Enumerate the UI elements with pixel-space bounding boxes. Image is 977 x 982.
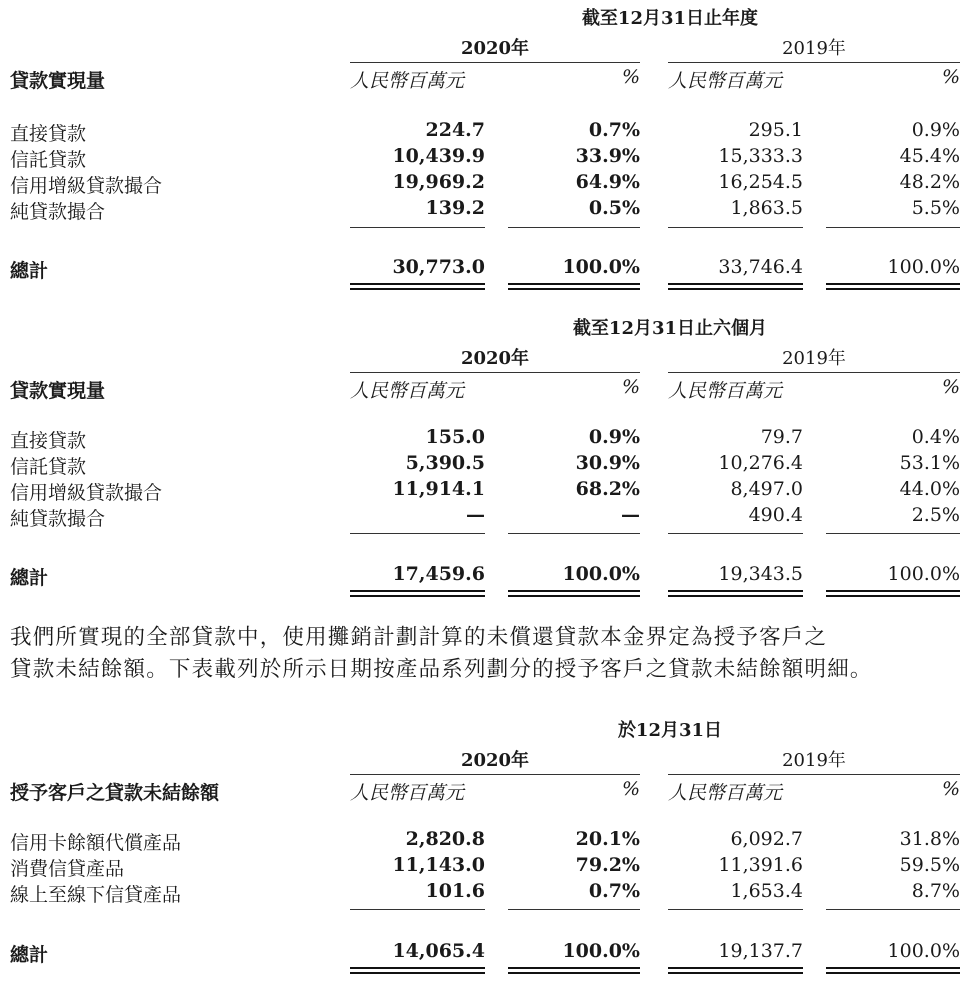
pct-2020: 33.9%	[575, 145, 640, 167]
total-pct-2019: 100.0%	[887, 940, 960, 962]
total-double-rule	[668, 967, 803, 974]
pct-2020: 0.9%	[588, 426, 640, 448]
pct-2019: 0.9%	[911, 119, 960, 141]
table-label: 貸款實現量	[10, 380, 106, 402]
subtotal-rule	[508, 227, 640, 228]
row-name: 信用增級貸款撮合	[10, 175, 163, 197]
table-row	[0, 504, 977, 530]
pct-2019: 2.5%	[911, 504, 960, 526]
row-name: 直接貸款	[10, 123, 87, 145]
header-rule	[350, 372, 640, 373]
header-rule	[668, 372, 960, 373]
header-rule	[668, 62, 960, 63]
value-2020: 101.6	[425, 880, 485, 902]
pct-2020: 68.2%	[575, 478, 640, 500]
row-name: 直接貸款	[10, 430, 87, 452]
row-name: 信託貸款	[10, 456, 87, 478]
total-pct-2020: 100.0%	[562, 256, 640, 278]
row-name: 信託貸款	[10, 149, 87, 171]
subtotal-rule	[668, 909, 803, 910]
value-2020: 2,820.8	[405, 828, 485, 850]
pct-2019: 44.0%	[899, 478, 960, 500]
pct-2020: 0.7%	[588, 119, 640, 141]
pct-2020: 30.9%	[575, 452, 640, 474]
subtotal-rule	[826, 909, 960, 910]
header-rule	[668, 774, 960, 775]
value-2019: 295.1	[748, 119, 803, 141]
table-row	[0, 828, 977, 854]
unit-rmb-2020: 人民幣百萬元	[350, 782, 465, 804]
header-rule	[350, 774, 640, 775]
row-name: 消費信貸產品	[10, 858, 125, 880]
total-value-2019: 19,343.5	[718, 563, 803, 585]
total-double-rule	[826, 590, 960, 597]
total-row	[0, 256, 977, 282]
paragraph-line: 貸款未結餘額。下表載列於所示日期按產品系列劃分的授予客戶之貸款未結餘額明細。	[10, 657, 873, 682]
total-label: 總計	[10, 567, 49, 589]
total-pct-2019: 100.0%	[887, 256, 960, 278]
table-row	[0, 880, 977, 906]
row-name: 信用增級貸款撮合	[10, 482, 163, 504]
total-pct-2020: 100.0%	[562, 563, 640, 585]
value-2020: 11,914.1	[392, 478, 485, 500]
table-row	[0, 854, 977, 880]
pct-2020: 0.7%	[588, 880, 640, 902]
pct-2019: 45.4%	[899, 145, 960, 167]
pct-2020: 64.9%	[575, 171, 640, 193]
total-double-rule	[508, 590, 640, 597]
total-double-rule	[826, 967, 960, 974]
unit-pct-2020: %	[621, 66, 640, 88]
total-pct-2020: 100.0%	[562, 940, 640, 962]
value-2019: 6,092.7	[730, 828, 803, 850]
table-row	[0, 145, 977, 171]
value-2020: 5,390.5	[405, 452, 485, 474]
pct-2019: 5.5%	[911, 197, 960, 219]
year-2020-header: 2020年	[460, 348, 530, 369]
value-2020: 155.0	[425, 426, 485, 448]
year-2019-header: 2019年	[782, 750, 846, 771]
row-name: 純貸款撮合	[10, 508, 106, 530]
unit-pct-2019: %	[941, 376, 960, 398]
unit-rmb-2019: 人民幣百萬元	[668, 380, 783, 402]
value-2019: 79.7	[760, 426, 803, 448]
table-row	[0, 119, 977, 145]
subtotal-rule	[350, 533, 485, 534]
year-2020-header: 2020年	[460, 750, 530, 771]
total-value-2019: 33,746.4	[718, 256, 803, 278]
value-2020: 10,439.9	[392, 145, 485, 167]
unit-rmb-2019: 人民幣百萬元	[668, 782, 783, 804]
unit-rmb-2020: 人民幣百萬元	[350, 380, 465, 402]
total-value-2019: 19,137.7	[718, 940, 803, 962]
year-2019-header: 2019年	[782, 348, 846, 369]
total-double-rule	[668, 590, 803, 597]
table-label: 貸款實現量	[10, 70, 106, 92]
subtotal-rule	[668, 533, 803, 534]
value-2019: 11,391.6	[718, 854, 803, 876]
table-row	[0, 452, 977, 478]
body-paragraph	[10, 622, 975, 686]
total-double-rule	[668, 283, 803, 290]
subtotal-rule	[826, 227, 960, 228]
total-double-rule	[350, 967, 485, 974]
value-2020: 224.7	[425, 119, 485, 141]
table-row	[0, 426, 977, 452]
pct-2019: 59.5%	[899, 854, 960, 876]
table-row	[0, 478, 977, 504]
total-value-2020: 17,459.6	[392, 563, 485, 585]
pct-2019: 0.4%	[911, 426, 960, 448]
subtotal-rule	[350, 909, 485, 910]
unit-rmb-2020: 人民幣百萬元	[350, 70, 465, 92]
value-2019: 10,276.4	[718, 452, 803, 474]
row-name: 線上至線下信貸產品	[10, 884, 182, 906]
total-double-rule	[826, 283, 960, 290]
subtotal-rule	[668, 227, 803, 228]
subtotal-rule	[508, 533, 640, 534]
unit-pct-2020: %	[621, 376, 640, 398]
value-2019: 490.4	[748, 504, 803, 526]
total-label: 總計	[10, 944, 49, 966]
total-label: 總計	[10, 260, 49, 282]
header-rule	[350, 62, 640, 63]
subtotal-rule	[826, 533, 960, 534]
unit-pct-2019: %	[941, 778, 960, 800]
table-label: 授予客戶之貸款未結餘額	[10, 782, 220, 804]
pct-2019: 48.2%	[899, 171, 960, 193]
row-name: 純貸款撮合	[10, 201, 106, 223]
table-row	[0, 171, 977, 197]
year-2020-header: 2020年	[460, 38, 530, 59]
period-header: 截至12月31日止六個月	[572, 318, 768, 339]
unit-pct-2020: %	[621, 778, 640, 800]
value-2019: 1,653.4	[730, 880, 803, 902]
value-2020: —	[466, 504, 485, 526]
unit-pct-2019: %	[941, 66, 960, 88]
value-2020: 139.2	[425, 197, 485, 219]
pct-2020: 79.2%	[575, 854, 640, 876]
total-value-2020: 30,773.0	[392, 256, 485, 278]
value-2019: 8,497.0	[730, 478, 803, 500]
subtotal-rule	[508, 909, 640, 910]
value-2019: 15,333.3	[718, 145, 803, 167]
period-header: 於12月31日	[617, 720, 723, 741]
total-row	[0, 563, 977, 589]
subtotal-rule	[350, 227, 485, 228]
value-2019: 16,254.5	[718, 171, 803, 193]
total-row	[0, 940, 977, 966]
pct-2019: 53.1%	[899, 452, 960, 474]
row-name: 信用卡餘額代償產品	[10, 832, 182, 854]
value-2020: 19,969.2	[392, 171, 485, 193]
unit-rmb-2019: 人民幣百萬元	[668, 70, 783, 92]
value-2020: 11,143.0	[392, 854, 485, 876]
paragraph-line: 我們所實現的全部貸款中，使用攤銷計劃計算的未償還貸款本金界定為授予客戶之	[10, 625, 828, 650]
total-double-rule	[350, 283, 485, 290]
total-double-rule	[350, 590, 485, 597]
pct-2019: 8.7%	[911, 880, 960, 902]
year-2019-header: 2019年	[782, 38, 846, 59]
pct-2020: —	[621, 504, 640, 526]
total-double-rule	[508, 967, 640, 974]
table-row	[0, 197, 977, 223]
total-pct-2019: 100.0%	[887, 563, 960, 585]
value-2019: 1,863.5	[730, 197, 803, 219]
pct-2020: 0.5%	[588, 197, 640, 219]
pct-2019: 31.8%	[899, 828, 960, 850]
total-double-rule	[508, 283, 640, 290]
pct-2020: 20.1%	[575, 828, 640, 850]
total-value-2020: 14,065.4	[392, 940, 485, 962]
period-header: 截至12月31日止年度	[581, 8, 759, 29]
